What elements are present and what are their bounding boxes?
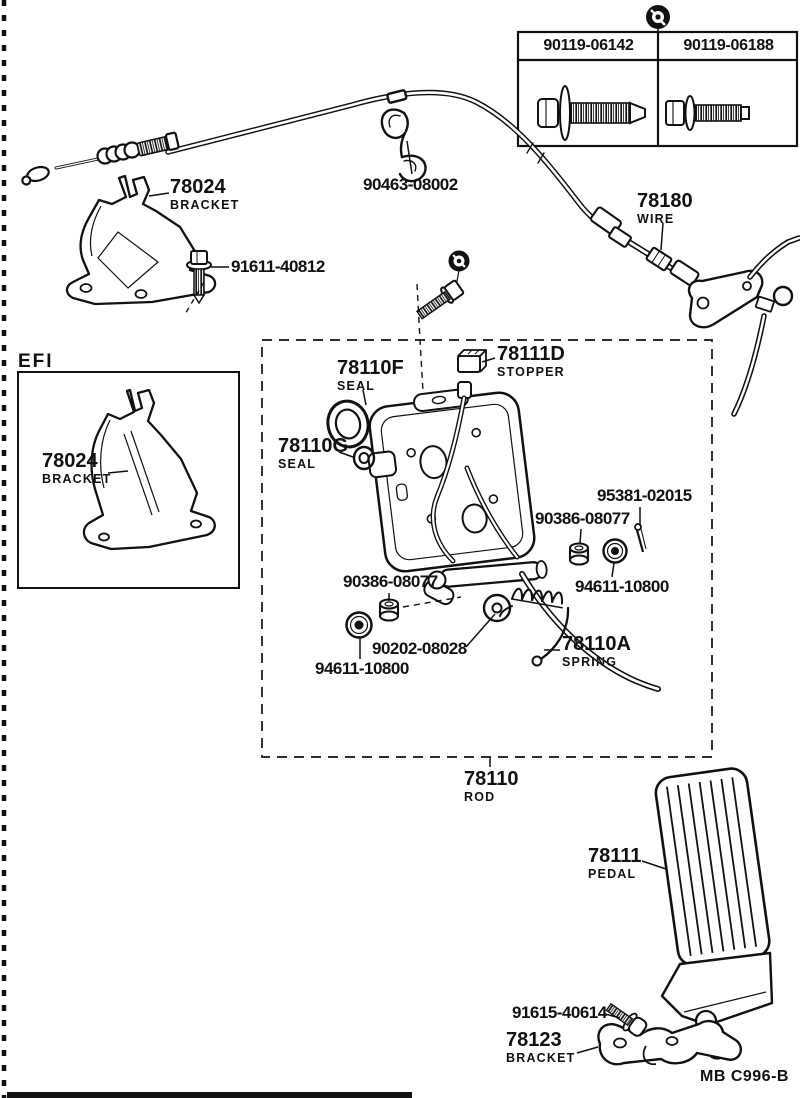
part-number: 90463-08002 xyxy=(363,175,458,194)
part-desc: BRACKET xyxy=(506,1051,576,1065)
part-number: 78110A xyxy=(562,633,631,655)
part-number: 78180 xyxy=(637,190,693,212)
part-number: 90386-08077 xyxy=(535,509,630,528)
collar-90386-right-drawing xyxy=(570,544,588,565)
part-number: 91615-40614 xyxy=(512,1003,607,1022)
part-number: 78111D xyxy=(497,343,565,365)
callout-bracket-efi xyxy=(42,451,112,486)
callout-wire xyxy=(637,191,693,226)
part-number: 91611-40812 xyxy=(231,257,325,276)
part-desc: STOPPER xyxy=(497,365,565,379)
callout-pin xyxy=(597,487,692,505)
part-number: 90202-08028 xyxy=(372,639,467,658)
cable-adjuster-drawing xyxy=(98,132,179,163)
part-desc: BRACKET xyxy=(42,472,112,486)
part-number: 78110 xyxy=(464,768,519,790)
callout-bolt-upper xyxy=(231,258,325,276)
callout-bracket-upper xyxy=(170,177,240,212)
part-desc: SPRING xyxy=(562,655,618,669)
part-desc: SEAL xyxy=(337,379,376,393)
pedal-78111-drawing xyxy=(654,767,772,1025)
callout-collar-right xyxy=(535,510,630,528)
part-number: 78024 xyxy=(170,176,226,198)
part-desc: SEAL xyxy=(278,457,317,471)
throttle-lever-drawing xyxy=(689,238,799,414)
callout-collar-left xyxy=(343,573,438,591)
callout-seal-front xyxy=(337,358,404,393)
part-number: 94611-10800 xyxy=(575,577,669,596)
collar-90386-left-drawing xyxy=(380,600,398,621)
part-number: 78123 xyxy=(506,1029,562,1051)
part-number: 95381-02015 xyxy=(597,486,692,505)
part-desc: ROD xyxy=(464,790,496,804)
callout-washer-right xyxy=(575,578,669,596)
cable-clamp-drawing xyxy=(382,90,426,181)
callout-bolt-lower xyxy=(512,1004,607,1022)
callout-pedal xyxy=(588,846,641,881)
part-number: 78110F xyxy=(337,357,404,379)
efi-section-label: EFI xyxy=(18,351,54,372)
page-code: MB C996-B xyxy=(700,1068,789,1085)
callout-bracket-lower xyxy=(506,1030,576,1065)
cotter-pin-95381-drawing xyxy=(635,524,646,552)
callout-clamp xyxy=(363,176,458,194)
part-desc: PEDAL xyxy=(588,867,637,881)
table-part-90119-06142: 90119-06142 xyxy=(543,37,634,54)
washer-94611-right-drawing xyxy=(604,540,627,563)
washer-94611-left-drawing xyxy=(347,613,372,638)
part-number: 78110G xyxy=(278,435,349,457)
part-number: 94611-10800 xyxy=(315,659,409,678)
table-part-90119-06188: 90119-06188 xyxy=(683,37,774,54)
callout-rod xyxy=(464,769,519,804)
stopper-78111D-drawing xyxy=(458,350,486,372)
diagonal-bolt-drawing xyxy=(414,279,464,322)
callout-seal-rear xyxy=(278,436,348,471)
part-number: 90386-08077 xyxy=(343,572,438,591)
callout-washer-left xyxy=(315,660,409,678)
callout-spring xyxy=(562,634,631,669)
part-number: 78024 xyxy=(42,450,98,472)
part-desc: BRACKET xyxy=(170,198,240,212)
bolt-marker-icon xyxy=(649,8,667,32)
callout-washer-center xyxy=(372,640,467,658)
cable-end-knob xyxy=(20,165,51,186)
part-desc: WIRE xyxy=(637,212,675,226)
part-number: 78111 xyxy=(588,845,642,867)
callout-stopper xyxy=(497,344,565,379)
